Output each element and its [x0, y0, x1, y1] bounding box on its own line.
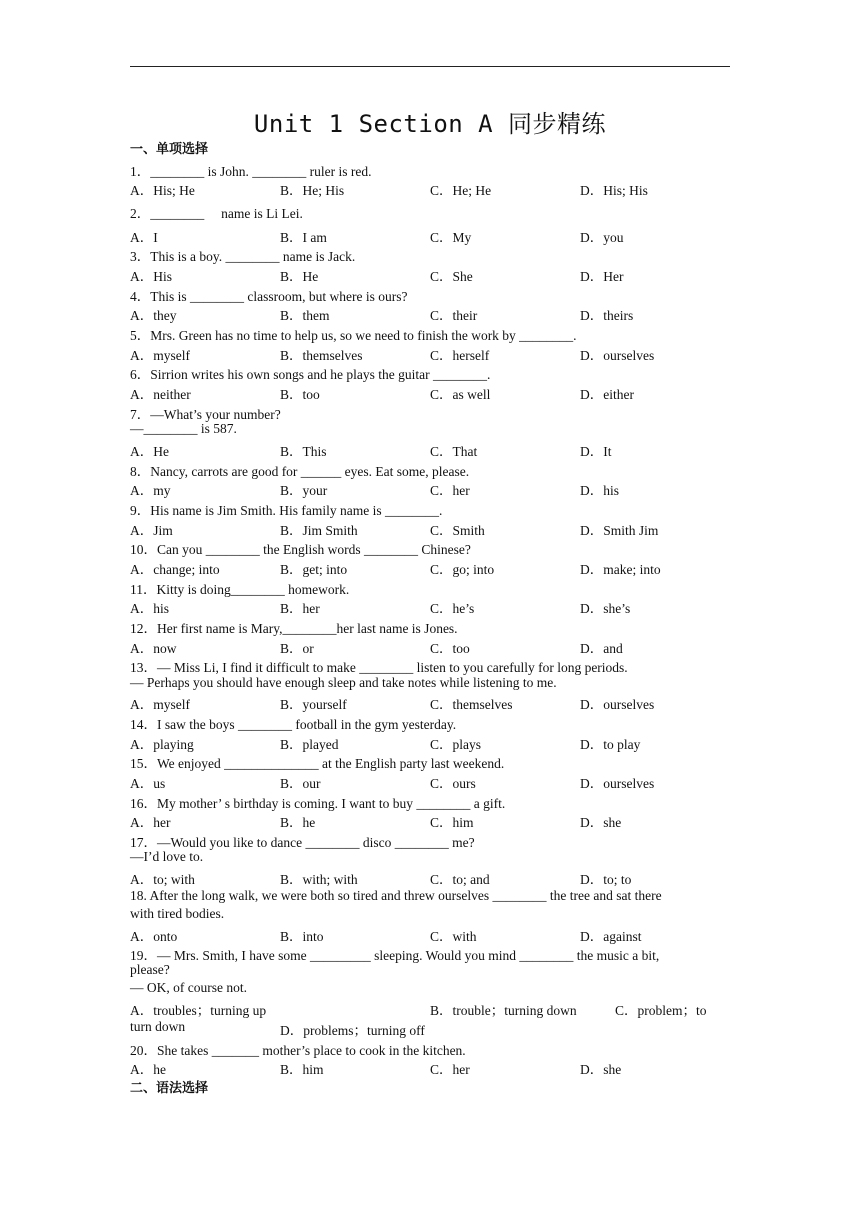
- q6-option-b: B．too: [280, 387, 320, 402]
- q13-option-b: B．yourself: [280, 697, 347, 712]
- q10-option-d: D．make; into: [580, 562, 661, 577]
- question-7-line-2: —________ is 587.: [130, 421, 237, 436]
- q6-option-a: A．neither: [130, 387, 191, 402]
- header-rule: [130, 66, 730, 67]
- q9-option-c: C．Smith: [430, 523, 485, 538]
- q16-option-d: D．she: [580, 815, 622, 830]
- q12-option-b: B．or: [280, 641, 314, 656]
- q9-option-a: A．Jim: [130, 523, 173, 538]
- question-12: 12．Her first name is Mary,________her last name is Jones.: [130, 621, 458, 636]
- question-17-line-2: —I’d love to.: [130, 849, 204, 864]
- q11-option-a: A．his: [130, 601, 170, 616]
- q8-option-c: C．her: [430, 483, 470, 498]
- q16-option-a: A．her: [130, 815, 171, 830]
- q20-option-c: C．her: [430, 1062, 470, 1077]
- q3-option-c: C．She: [430, 269, 473, 284]
- question-15: 15．We enjoyed ______________ at the English party last weekend.: [130, 756, 505, 771]
- q19-option-b: B．trouble；turning down: [430, 1003, 577, 1018]
- q10-option-b: B．get; into: [280, 562, 348, 577]
- q6-option-d: D．either: [580, 387, 634, 402]
- q19-option-c: C．problem；to: [615, 1003, 707, 1018]
- q2-option-d: D．you: [580, 230, 624, 245]
- q16-option-c: C．him: [430, 815, 474, 830]
- question-18-line-2: with tired bodies.: [130, 906, 225, 921]
- q3-option-b: B．He: [280, 269, 319, 284]
- q1-option-b: B．He; His: [280, 183, 345, 198]
- q5-option-a: A．myself: [130, 348, 190, 363]
- q12-option-c: C．too: [430, 641, 470, 656]
- q7-option-c: C．That: [430, 444, 478, 459]
- q14-option-b: B．played: [280, 737, 339, 752]
- question-7: 7．—What’s your number?: [130, 407, 281, 422]
- question-13: 13．— Miss Li, I find it difficult to make ________ listen to you carefully for long periods.: [130, 660, 628, 675]
- q12-option-d: D．and: [580, 641, 623, 656]
- question-2: 2．________ name is Li Lei.: [130, 206, 303, 221]
- q11-option-b: B．her: [280, 601, 320, 616]
- q4-option-c: C．their: [430, 308, 478, 323]
- question-14: 14．I saw the boys ________ football in the gym yesterday.: [130, 717, 457, 732]
- q15-option-d: D．ourselves: [580, 776, 655, 791]
- q14-option-d: D．to play: [580, 737, 641, 752]
- q18-option-c: C．with: [430, 929, 477, 944]
- question-11: 11．Kitty is doing________ homework.: [130, 582, 350, 597]
- question-13-line-2: — Perhaps you should have enough sleep and take notes while listening to me.: [130, 675, 557, 690]
- question-17: 17．—Would you like to dance ________ disco ________ me?: [130, 835, 475, 850]
- question-19-line-2: please?: [130, 962, 170, 977]
- q4-option-a: A．they: [130, 308, 177, 323]
- q4-option-d: D．theirs: [580, 308, 634, 323]
- question-5: 5．Mrs. Green has no time to help us, so we need to finish the work by ________.: [130, 328, 577, 343]
- q15-option-c: C．ours: [430, 776, 476, 791]
- q10-option-c: C．go; into: [430, 562, 495, 577]
- q13-option-d: D．ourselves: [580, 697, 655, 712]
- question-9: 9．His name is Jim Smith. His family name is ________.: [130, 503, 443, 518]
- q20-option-b: B．him: [280, 1062, 324, 1077]
- q15-option-a: A．us: [130, 776, 166, 791]
- q18-option-b: B．into: [280, 929, 324, 944]
- q11-option-c: C．he’s: [430, 601, 475, 616]
- q17-option-b: B．with; with: [280, 872, 358, 887]
- q1-option-a: A．His; He: [130, 183, 195, 198]
- section-heading-grammar-choice: 二、语法选择: [130, 1081, 209, 1096]
- q5-option-b: B．themselves: [280, 348, 363, 363]
- q14-option-c: C．plays: [430, 737, 482, 752]
- q4-option-b: B．them: [280, 308, 330, 323]
- question-3: 3．This is a boy. ________ name is Jack.: [130, 249, 356, 264]
- q18-option-a: A．onto: [130, 929, 178, 944]
- q14-option-a: A．playing: [130, 737, 194, 752]
- q19-option-a: A．troubles；turning up: [130, 1003, 267, 1018]
- q11-option-d: D．she’s: [580, 601, 631, 616]
- q5-option-c: C．herself: [430, 348, 490, 363]
- q20-option-a: A．he: [130, 1062, 166, 1077]
- question-20: 20．She takes _______ mother’s place to cook in the kitchen.: [130, 1043, 466, 1058]
- question-18: 18. After the long walk, we were both so tired and threw ourselves ________ the tree and sat there: [130, 888, 662, 903]
- q8-option-b: B．your: [280, 483, 328, 498]
- question-4: 4．This is ________ classroom, but where is ours?: [130, 289, 408, 304]
- q8-option-d: D．his: [580, 483, 620, 498]
- question-6: 6．Sirrion writes his own songs and he plays the guitar ________.: [130, 367, 491, 382]
- q9-option-b: B．Jim Smith: [280, 523, 358, 538]
- q3-option-a: A．His: [130, 269, 173, 284]
- q1-option-c: C．He; He: [430, 183, 492, 198]
- q19-option-c-continued: turn down: [130, 1019, 186, 1034]
- q12-option-a: A．now: [130, 641, 177, 656]
- q5-option-d: D．ourselves: [580, 348, 655, 363]
- question-16: 16．My mother’ s birthday is coming. I want to buy ________ a gift.: [130, 796, 506, 811]
- q17-option-d: D．to; to: [580, 872, 632, 887]
- q2-option-c: C．My: [430, 230, 472, 245]
- q17-option-a: A．to; with: [130, 872, 195, 887]
- q17-option-c: C．to; and: [430, 872, 490, 887]
- question-1: 1．________ is John. ________ ruler is red.: [130, 164, 372, 179]
- q16-option-b: B．he: [280, 815, 316, 830]
- q7-option-b: B．This: [280, 444, 327, 459]
- question-19: 19．— Mrs. Smith, I have some _________ sleeping. Would you mind ________ the music a bit,: [130, 948, 660, 963]
- q18-option-d: D．against: [580, 929, 642, 944]
- q10-option-a: A．change; into: [130, 562, 220, 577]
- q15-option-b: B．our: [280, 776, 321, 791]
- q7-option-d: D．It: [580, 444, 612, 459]
- page-title: Unit 1 Section A 同步精练: [253, 110, 607, 138]
- q6-option-c: C．as well: [430, 387, 491, 402]
- q9-option-d: D．Smith Jim: [580, 523, 659, 538]
- question-8: 8．Nancy, carrots are good for ______ eyes. Eat some, please.: [130, 464, 470, 479]
- question-10: 10．Can you ________ the English words ________ Chinese?: [130, 542, 471, 557]
- q19-option-d: D．problems；turning off: [280, 1023, 425, 1038]
- question-19-line-3: — OK, of course not.: [130, 980, 247, 995]
- q2-option-a: A．I: [130, 230, 158, 245]
- section-heading-single-choice: 一、单项选择: [130, 142, 209, 157]
- q13-option-c: C．themselves: [430, 697, 513, 712]
- q13-option-a: A．myself: [130, 697, 190, 712]
- q7-option-a: A．He: [130, 444, 169, 459]
- q8-option-a: A．my: [130, 483, 171, 498]
- q20-option-d: D．she: [580, 1062, 622, 1077]
- q2-option-b: B．I am: [280, 230, 327, 245]
- q3-option-d: D．Her: [580, 269, 624, 284]
- q1-option-d: D．His; His: [580, 183, 648, 198]
